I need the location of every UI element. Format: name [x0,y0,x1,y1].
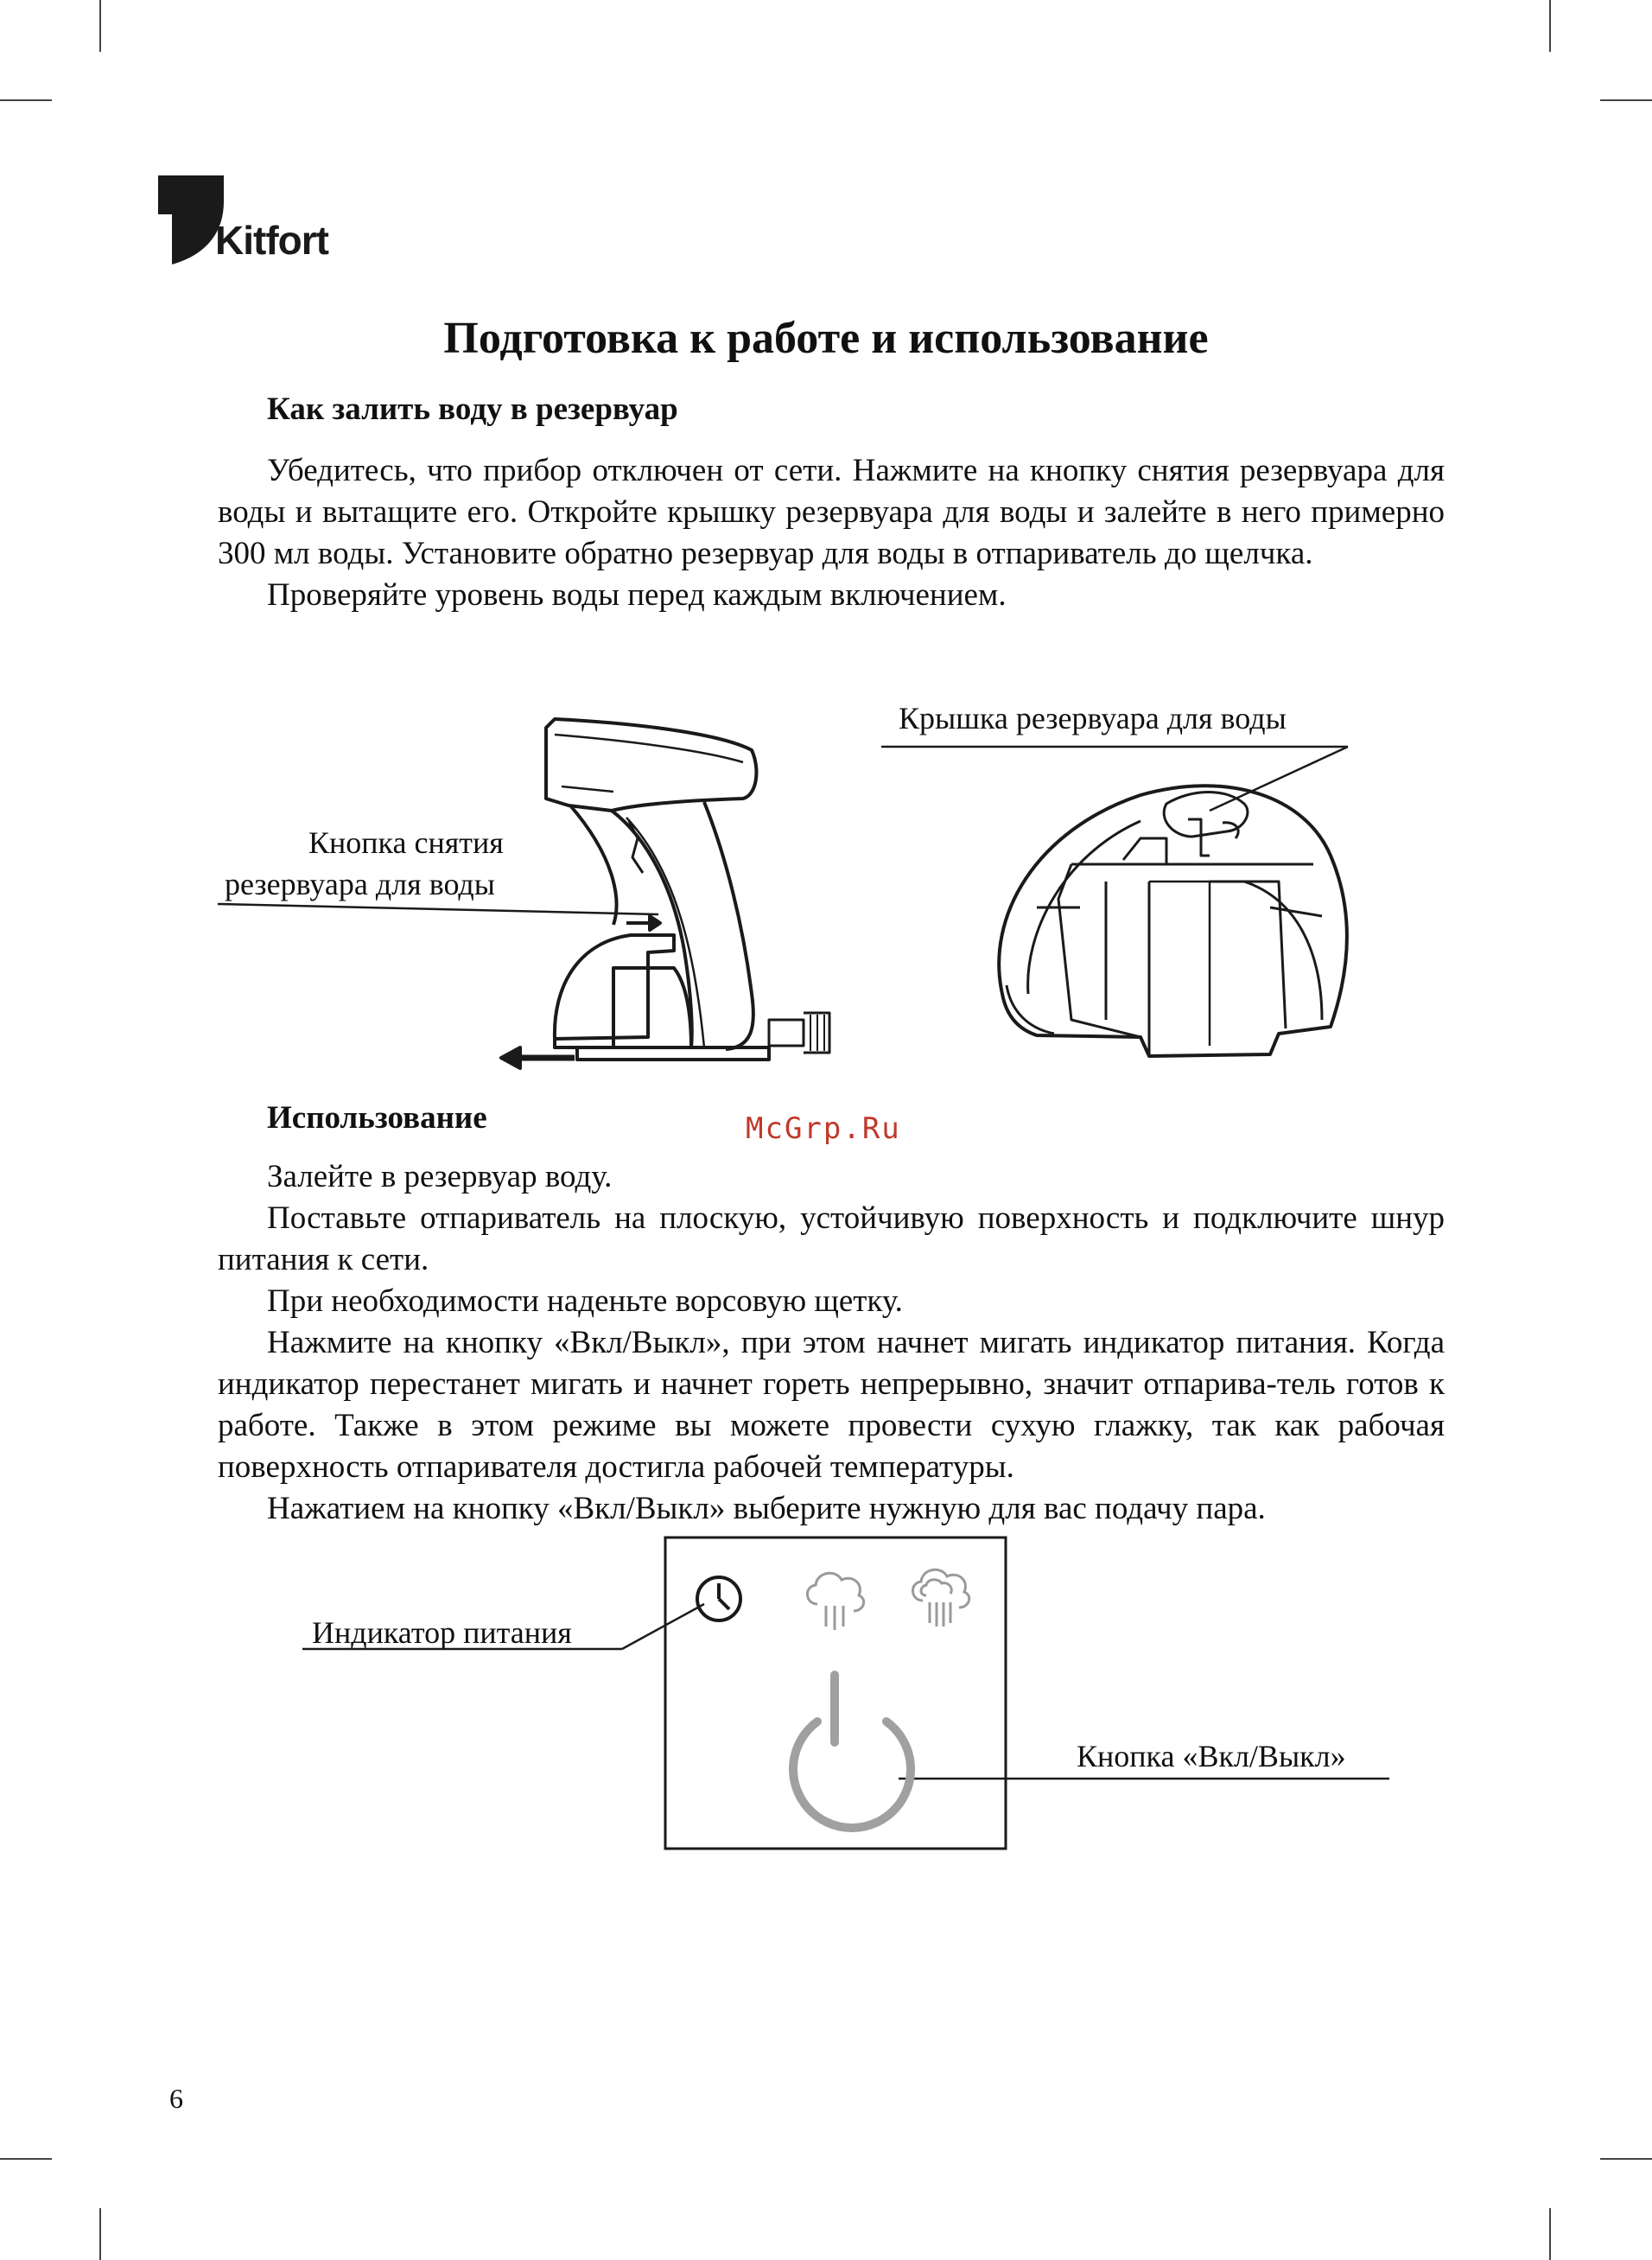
figure-steamer-diagram [207,709,1417,1080]
crop-mark [0,2158,52,2160]
power-icon [793,1675,911,1828]
brand-name: Kitfort [215,218,328,263]
steam-high-icon [912,1569,969,1627]
paragraph: Проверяйте уровень воды перед каждым включением. [267,577,1007,613]
callout-button-line1: Кнопка снятия [308,825,504,860]
steam-low-icon [807,1573,863,1630]
watermark: McGrp.Ru [746,1111,901,1146]
figure-control-panel [294,1530,1400,1858]
crop-mark [99,0,101,52]
paragraph: Нажмите на кнопку «Вкл/Выкл», при этом начнет мигать индикатор питания. Когда индикатор перестанет мигать и начнет гореть непрерывно, значит отпарива-тель готов к работе. Также в этом режиме вы можете провести сухую глажку, так как рабочая поверхность отпаривателя достигла рабочей температуры. [218,1325,1445,1485]
callout-lid: Крышка резервуара для воды [899,701,1287,735]
paragraph: При необходимости наденьте ворсовую щетку. [267,1283,903,1319]
page-number: 6 [169,2083,183,2114]
crop-mark [1600,2158,1652,2160]
crop-mark [1600,99,1652,101]
section-heading-fill: Как залить воду в резервуар [267,392,678,427]
crop-mark [1549,0,1551,52]
paragraph: Поставьте отпариватель на плоскую, устойчивую поверхность и подключите шнур питания к сети. [218,1200,1445,1277]
page-title: Подготовка к работе и использование [443,314,1209,363]
paragraph: Нажатием на кнопку «Вкл/Выкл» выберите нужную для вас подачу пара. [267,1491,1266,1526]
clock-icon [697,1577,740,1620]
callout-indicator: Индикатор питания [312,1615,572,1650]
section-use-body [218,1156,1445,1530]
crop-mark [99,2208,101,2260]
callout-power: Кнопка «Вкл/Выкл» [1077,1739,1346,1773]
crop-mark [1549,2208,1551,2260]
paragraph: Залейте в резервуар воду. [267,1159,613,1194]
section-fill-body [218,450,1445,616]
section-heading-use: Использование [267,1100,487,1136]
paragraph: Убедитесь, что прибор отключен от сети. Нажмите на кнопку снятия резервуара для воды и вытащите его. Откройте крышку резервуара для воды и залейте в него примерно 300 мл воды. Установите обратно резервуар для воды в отпариватель до щелчка. [218,453,1445,571]
crop-mark [0,99,52,101]
callout-button-line2: резервуара для воды [225,867,495,901]
